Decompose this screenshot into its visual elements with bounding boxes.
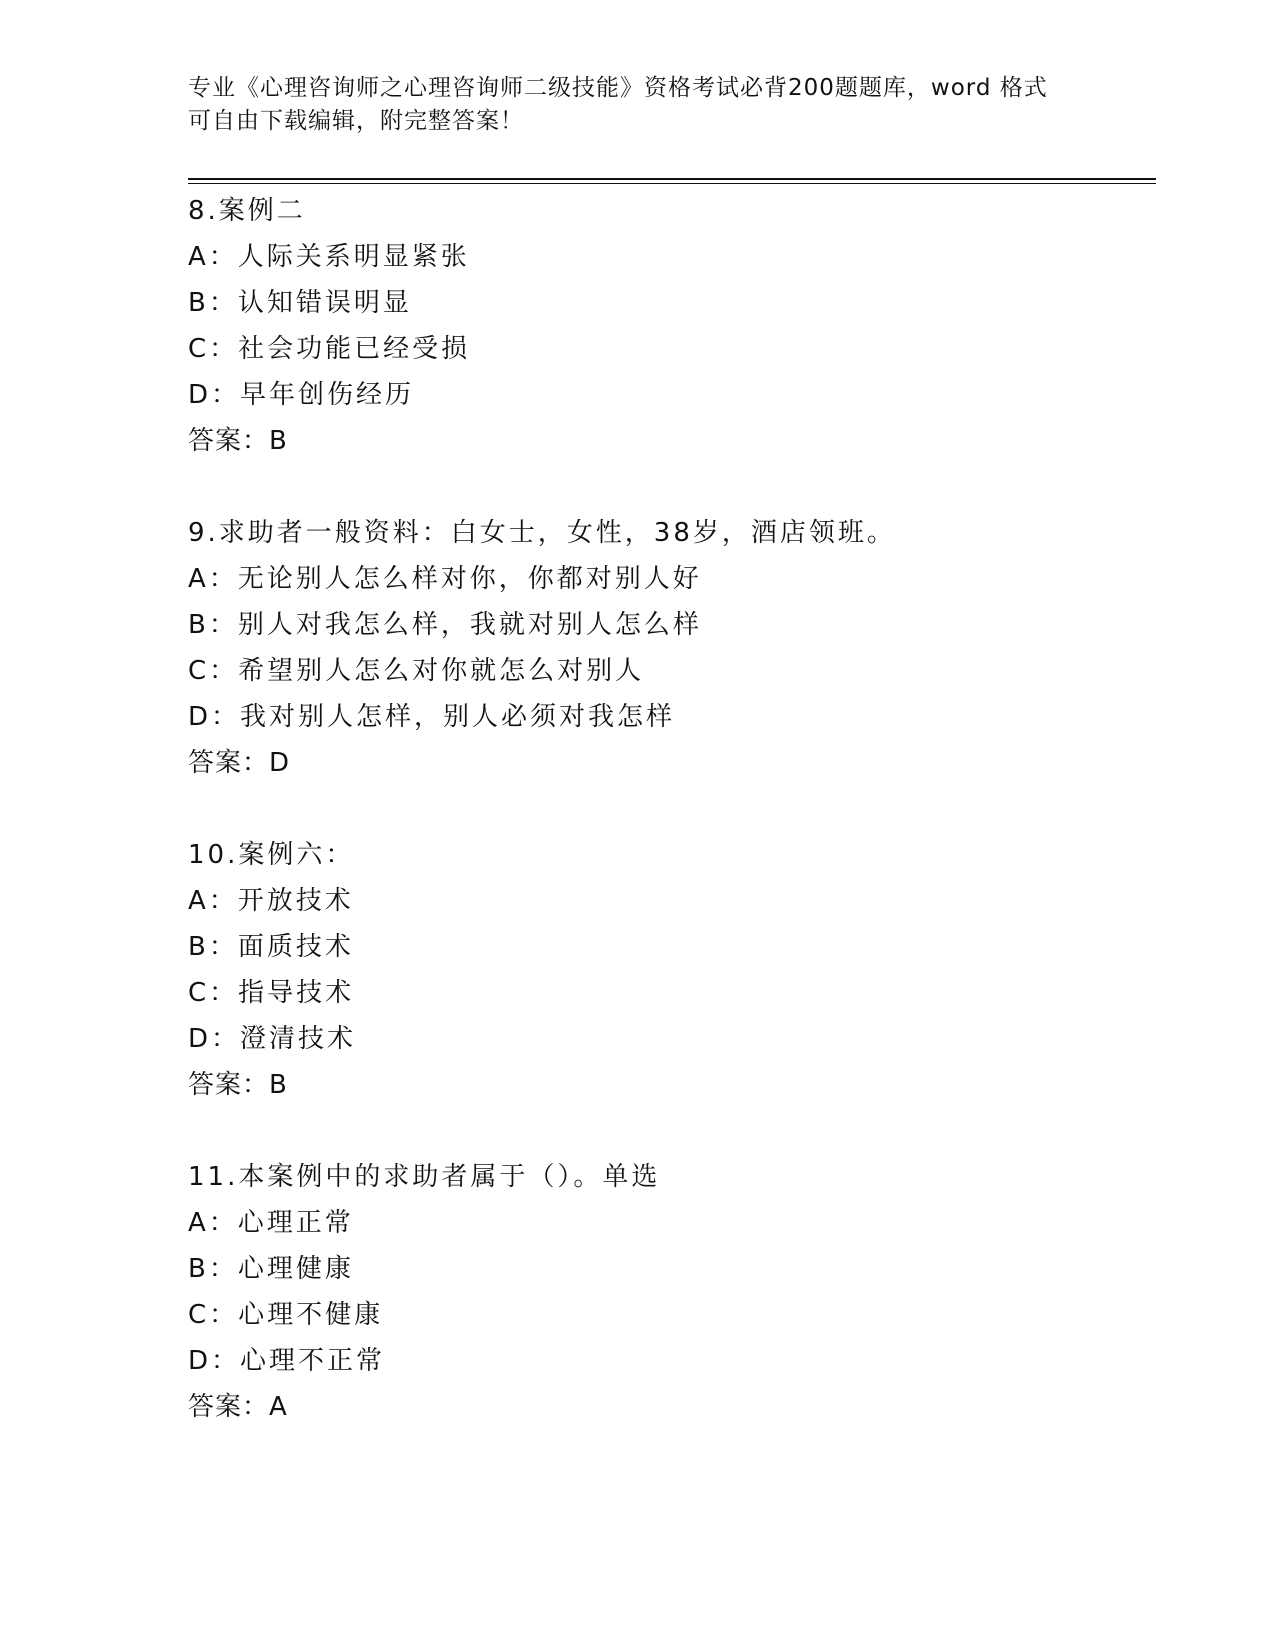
option-a: A：开放技术	[188, 886, 354, 916]
question-11	[188, 1154, 1168, 1430]
header-divider-thin	[188, 183, 1156, 184]
option-b: B：别人对我怎么样，我就对别人怎么样	[188, 610, 702, 640]
option-d: D：我对别人怎样，别人必须对我怎样	[188, 702, 676, 732]
option-d: D：澄清技术	[188, 1024, 357, 1054]
question-stem: 9.求助者一般资料：白女士，女性，38岁，酒店领班。	[188, 518, 896, 548]
header-divider-thick	[188, 178, 1156, 180]
answer-line: 答案：A	[188, 1392, 288, 1422]
answer-line: 答案：D	[188, 748, 291, 778]
option-c: C：社会功能已经受损	[188, 334, 471, 364]
answer-line: 答案：B	[188, 426, 288, 456]
question-10	[188, 832, 1168, 1108]
question-stem: 11.本案例中的求助者属于（）。单选	[188, 1162, 661, 1192]
option-d: D：心理不正常	[188, 1346, 386, 1376]
option-a: A：无论别人怎么样对你，你都对别人好	[188, 564, 702, 594]
option-c: C：心理不健康	[188, 1300, 384, 1330]
option-c: C：希望别人怎么对你就怎么对别人	[188, 656, 645, 686]
option-b: B：心理健康	[188, 1254, 354, 1284]
option-a: A：人际关系明显紧张	[188, 242, 470, 272]
option-b: B：认知错误明显	[188, 288, 412, 318]
question-8	[188, 188, 1168, 464]
option-a: A：心理正常	[188, 1208, 354, 1238]
document-header	[188, 72, 1068, 138]
question-stem: 8.案例二	[188, 196, 306, 226]
question-stem: 10.案例六：	[188, 840, 355, 870]
question-9	[188, 510, 1168, 786]
question-list	[188, 188, 1168, 1476]
header-title-line-1: 专业《心理咨询师之心理咨询师二级技能》资格考试必背200题题库，word 格式	[188, 75, 1048, 101]
option-b: B：面质技术	[188, 932, 354, 962]
header-title-line-2: 可自由下载编辑，附完整答案！	[188, 108, 524, 134]
option-c: C：指导技术	[188, 978, 355, 1008]
answer-line: 答案：B	[188, 1070, 288, 1100]
option-d: D：早年创伤经历	[188, 380, 415, 410]
